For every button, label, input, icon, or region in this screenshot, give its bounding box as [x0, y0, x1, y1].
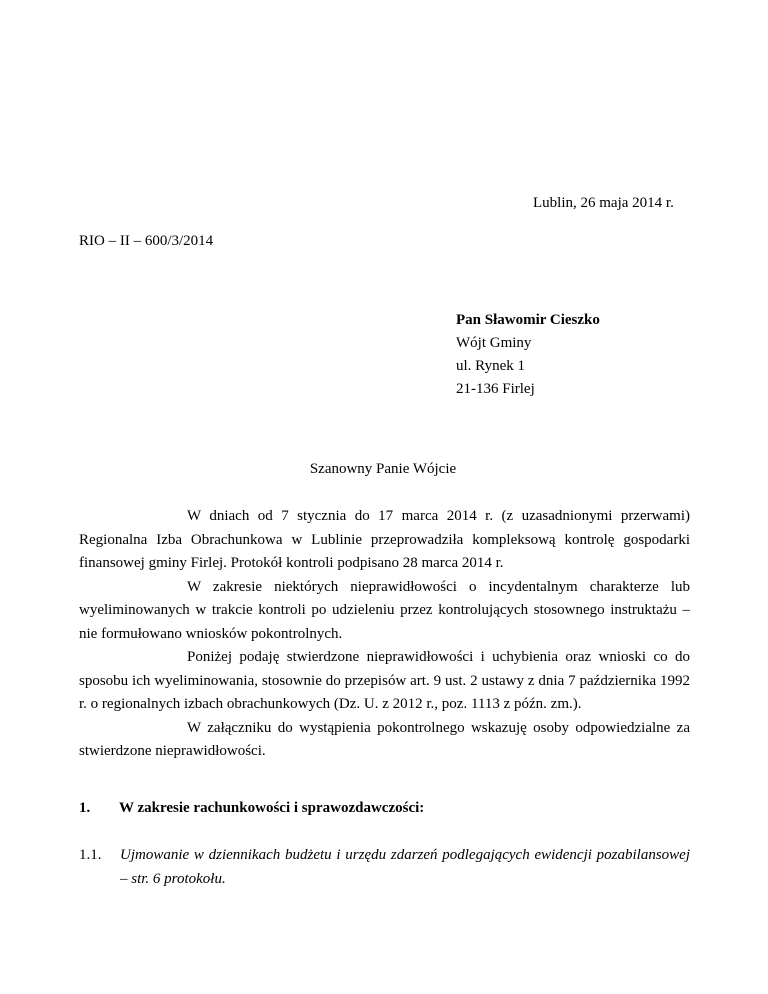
body-paragraph-3: Poniżej podaję stwierdzone nieprawidłowości i uchybienia oraz wnioski co do sposobu ich wyeliminowania, stosownie do przepisów art. 9 ust. 2 ustawy z dnia 7 października 1992 r. o regionalnych izbach obrachunkowych (Dz. U. z 2012 r., poz. 1113 z późn. zm.).	[79, 649, 690, 712]
addressee-name: Pan Sławomir Cieszko	[456, 312, 600, 328]
section-heading	[79, 800, 424, 817]
addressee-city: 21-136 Firlej	[456, 381, 535, 397]
letter-date: Lublin, 26 maja 2014 r.	[533, 195, 674, 211]
subsection-heading	[79, 843, 690, 891]
subsection-number: 1.1.	[79, 847, 102, 863]
body-paragraph-1: W dniach od 7 stycznia do 17 marca 2014 r. (z uzasadnionymi przerwami) Regionalna Izba Obrachunkowa w Lublinie przeprowadziła kompleksową kontrolę gospodarki finansowej gminy Firlej. Protokół kontroli podpisano 28 marca 2014 r.	[79, 508, 690, 571]
subsection-text: Ujmowanie w dziennikach budżetu i urzędu zdarzeń podlegających ewidencji pozabilansowej – str. 6 protokołu.	[120, 847, 690, 887]
body-paragraph-2: W zakresie niektórych nieprawidłowości o incydentalnym charakterze lub wyeliminowanych w trakcie kontroli po udzieleniu przez kontrolujących stosownego instruktażu – nie formułowano wniosków pokontrolnych.	[79, 578, 690, 642]
addressee-street: ul. Rynek 1	[456, 358, 525, 374]
salutation: Szanowny Panie Wójcie	[309, 461, 457, 477]
addressee-block	[456, 309, 600, 401]
reference-number: RIO – II – 600/3/2014	[79, 233, 214, 249]
salutation-line	[0, 461, 768, 478]
section-number: 1.	[79, 800, 91, 816]
letter-body	[79, 505, 690, 764]
addressee-position: Wójt Gminy	[456, 335, 532, 351]
section-title: W zakresie rachunkowości i sprawozdawczości:	[119, 800, 425, 816]
body-paragraph-4: W załączniku do wystąpienia pokontrolnego wskazuję osoby odpowiedzialne za stwierdzone nieprawidłowości.	[79, 719, 690, 759]
